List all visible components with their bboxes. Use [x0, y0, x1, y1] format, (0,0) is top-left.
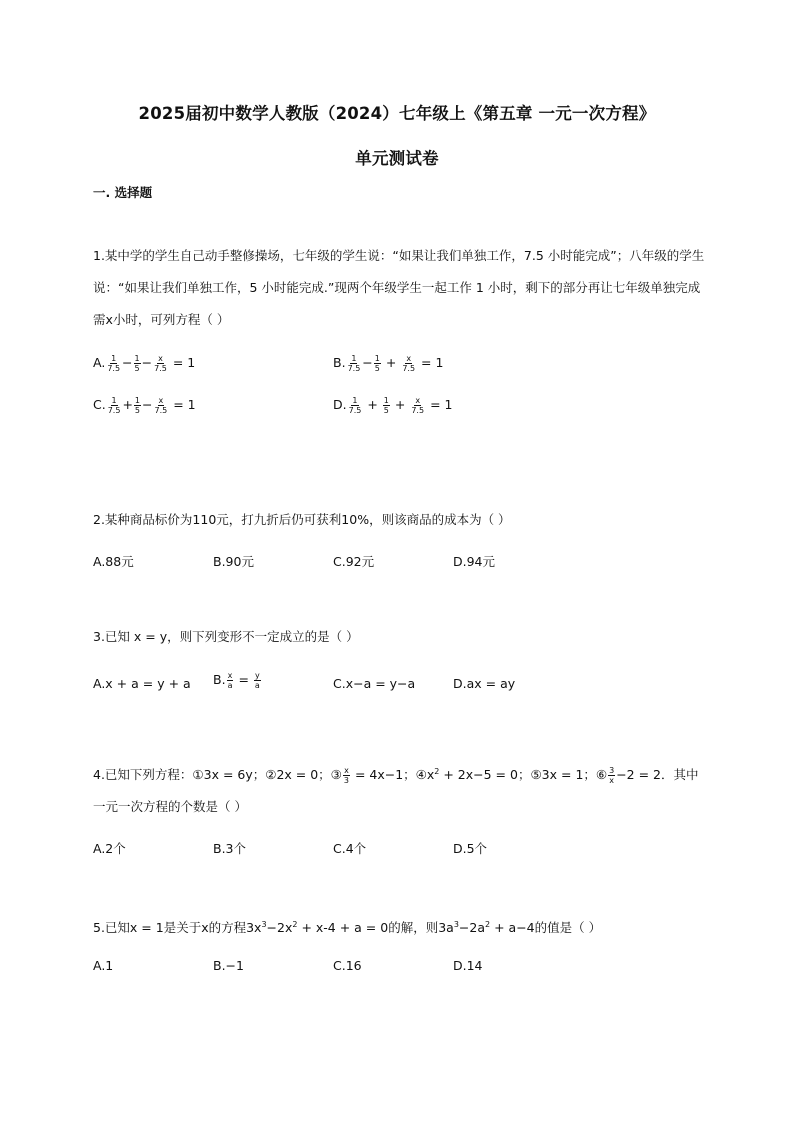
question-4-option-c[interactable]: C.4个	[333, 841, 367, 856]
question-1-option-b[interactable]: B. $\frac{1}{7.5}$ − $\frac{1}{5}$ + $\frac{x}{7.5}$ = 1	[333, 354, 444, 373]
question-4-option-a[interactable]: A.2个	[93, 841, 126, 856]
fraction: $\frac{1}{7.5}$	[107, 396, 121, 415]
question-2-option-b[interactable]: B.90元	[213, 554, 254, 569]
fraction: $\frac{x}{7.5}$	[154, 396, 168, 415]
question-4-option-d[interactable]: D.5个	[453, 841, 488, 856]
question-4-stem: 4.已知下列方程：①3x = 6y；②2x = 0；③ $\frac{x}{3}$ = 4x−1；$④x^2 + 2x-5 = 0$；⑤3x = 1；⑥ $\frac{3}{x}$ −2 = 2．其中一元一次方程的个数是（ ）	[93, 766, 699, 815]
fraction: $\frac{1}{5}$	[383, 396, 389, 415]
fraction: $\frac{y}{a}$	[254, 671, 260, 690]
fraction: $\frac{x}{7.5}$	[154, 354, 167, 373]
fraction: $\frac{1}{5}$	[134, 396, 141, 415]
question-5-option-d[interactable]: D.14	[453, 958, 483, 973]
question-3-option-b[interactable]: B. $\frac{x}{a}$ = $\frac{y}{a}$	[213, 671, 260, 690]
question-2-option-a[interactable]: A.88元	[93, 554, 134, 569]
fraction: $\frac{1}{5}$	[134, 354, 140, 373]
fraction: $\frac{1}{7.5}$	[347, 354, 361, 373]
title-line-1: 2025届初中数学人教版（2024）七年级上《第五章 一元一次方程》	[138, 104, 656, 123]
question-3-option-d[interactable]: D.ax = ay	[453, 676, 516, 691]
fraction: $\frac{x}{7.5}$	[402, 354, 416, 373]
question-4-option-b[interactable]: B.3个	[213, 841, 247, 856]
title-line-2: 单元测试卷	[355, 149, 439, 168]
question-3-option-a[interactable]: A.x + a = y + a	[93, 676, 191, 691]
page-title	[0, 100, 794, 124]
fraction: $\frac{x}{3}$	[343, 766, 349, 786]
fraction: $\frac{3}{x}$	[609, 766, 615, 786]
question-5-option-c[interactable]: C.16	[333, 958, 362, 973]
question-5-stem: 5.已知x = 1是关于x的方程$3x^3-2x^2 + x-4 + a = 0$的解，则$3a^3-2a^2 + a-4$的值是（ ）	[93, 920, 602, 936]
question-3-stem: 3.已知 x = y，则下列变形不一定成立的是（ ）	[93, 629, 359, 644]
question-5-option-b[interactable]: B.−1	[213, 958, 244, 973]
fraction: $\frac{1}{7.5}$	[348, 396, 362, 415]
question-1-option-c[interactable]: C. $\frac{1}{7.5}$ + $\frac{1}{5}$ − $\frac{x}{7.5}$ = 1	[93, 396, 196, 415]
fraction: $\frac{1}{7.5}$	[107, 354, 121, 373]
section-heading-choice: 一. 选择题	[93, 185, 153, 200]
question-1-option-d[interactable]: D. $\frac{1}{7.5}$ + $\frac{1}{5}$ + $\frac{x}{7.5}$ = 1	[333, 396, 453, 415]
question-2-option-c[interactable]: C.92元	[333, 554, 375, 569]
question-2-option-d[interactable]: D.94元	[453, 554, 496, 569]
fraction: $\frac{x}{7.5}$	[411, 396, 425, 415]
question-1-stem: 1.某中学的学生自己动手整修操场，七年级的学生说：“如果让我们单独工作，7.5 小时能完成”；八年级的学生说：“如果让我们单独工作，5 小时能完成.”现两个年级学生一起工作 1 小时，剩下的部分再让七年级单独完成需x小时，可列方程（ ）	[93, 248, 705, 327]
fraction: $\frac{1}{5}$	[374, 354, 380, 373]
question-3-option-c[interactable]: C.x−a = y−a	[333, 676, 416, 691]
question-5-option-a[interactable]: A.1	[93, 958, 114, 973]
page-subtitle	[0, 145, 794, 169]
fraction: $\frac{x}{a}$	[227, 671, 233, 690]
question-2-stem: 2.某种商品标价为110元，打九折后仍可获利10%，则该商品的成本为（ ）	[93, 512, 511, 527]
question-1-option-a[interactable]: A. $\frac{1}{7.5}$ − $\frac{1}{5}$ − $\frac{x}{7.5}$ = 1	[93, 354, 196, 373]
